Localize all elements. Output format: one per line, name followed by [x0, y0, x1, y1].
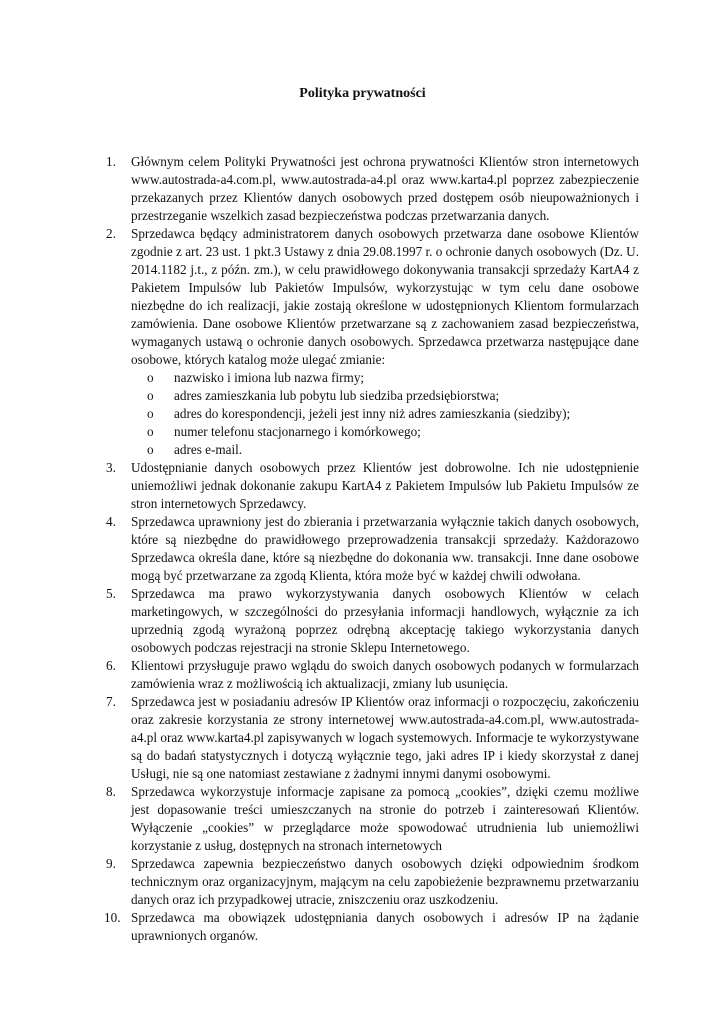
item-number: 8.	[106, 784, 116, 799]
list-item	[106, 693, 639, 783]
item-text: Klientowi przysługuje prawo wglądu do swoich danych osobowych podanych w formularzach zamówienia wraz z możliwością ich aktualizacji, zmiany lub usunięcia.	[131, 658, 639, 691]
list-item	[106, 855, 639, 909]
item-number: 9.	[106, 856, 116, 871]
item-text: Sprzedawca ma obowiązek udostępniania danych osobowych i adresów IP na żądanie uprawnionych organów.	[131, 910, 639, 943]
item-text: Sprzedawca jest w posiadaniu adresów IP Klientów oraz informacji o rozpoczęciu, zakończeniu oraz zakresie korzystania ze strony internetowej www.autostrada-a4.com.pl, www.autostrada-a4.pl oraz www.karta4.pl zapisywanych w logach systemowych. Informacje te wykorzystywane są do badań statystycznych i dotyczą wyłącznie tego, jaki adres IP i kiedy skorzystał z danej Usługi, nie są one natomiast zestawiane z żadnymi innymi danymi osobowymi.	[131, 694, 639, 781]
sub-item-text: numer telefonu stacjonarnego i komórkowego;	[174, 424, 421, 439]
sub-item-text: adres e-mail.	[174, 442, 243, 457]
item-text: Sprzedawca ma prawo wykorzystywania danych osobowych Klientów w celach marketingowych, w szczególności do przesyłania informacji handlowych, wyłącznie za ich uprzednią zgodą wyrażoną poprzez odrębną akceptację takiego wykorzystania danych osobowych podczas rejestracji na stronie Sklepu Internetowego.	[131, 586, 639, 655]
page-title: Polityka prywatności	[299, 86, 426, 101]
sub-list-item	[131, 441, 639, 459]
item-number: 5.	[106, 586, 116, 601]
item-number: 7.	[106, 694, 116, 709]
sub-item-text: adres zamieszkania lub pobytu lub siedziba przedsiębiorstwa;	[174, 388, 500, 403]
item-text: Sprzedawca uprawniony jest do zbierania i przetwarzania wyłącznie takich danych osobowych, które są niezbędne do prawidłowego przeprowadzenia transakcji sprzedaży. Każdorazowo Sprzedawca określa dane, które są niezbędne do dokonania ww. transakcji. Inne dane osobowe mogą być przetwarzane za zgodą Klienta, która może być w każdej chwili odwołana.	[131, 514, 639, 583]
item-text: Sprzedawca zapewnia bezpieczeństwo danych osobowych dzięki odpowiednim środkom technicznym oraz organizacyjnym, mającym na celu zapobieżenie bezprawnemu przetwarzaniu danych oraz ich przypadkowej utracie, zniszczeniu oraz uszkodzeniu.	[131, 856, 639, 907]
list-item	[106, 513, 639, 585]
bullet-icon: o	[147, 424, 154, 439]
sub-list-item	[131, 405, 639, 423]
list-item	[106, 153, 639, 225]
list-item	[106, 657, 639, 693]
item-number: 1.	[106, 154, 116, 169]
item-number: 10.	[104, 910, 121, 925]
list-item	[104, 909, 639, 945]
item-text: Udostępnianie danych osobowych przez Klientów jest dobrowolne. Ich nie udostępnienie uniemożliwi jednak dokonanie zakupu KartA4 z Pakietem Impulsów lub Pakietu Impulsów ze stron internetowych Sprzedawcy.	[131, 460, 639, 511]
bullet-icon: o	[147, 442, 154, 457]
item-text: Sprzedawca będący administratorem danych osobowych przetwarza dane osobowe Klientów zgodnie z art. 23 ust. 1 pkt.3 Ustawy z dnia 29.08.1997 r. o ochronie danych osobowych (Dz. U. 2014.1182 j.t., z późn. zm.), w celu prawidłowego dokonywania transakcji sprzedaży KartA4 z Pakietem Impulsów lub Pakietów Impulsów, wykorzystując w tym celu dane osobowe niezbędne do ich realizacji, jakie zostają określone w udostępnionych Klientom formularzach zamówienia. Dane osobowe Klientów przetwarzane są z zachowaniem zasad bezpieczeństwa, wymaganych ustawą o ochronie danych osobowych. Sprzedawca przetwarza następujące dane osobowe, których katalog może ulegać zmianie:	[131, 226, 639, 367]
item-number: 4.	[106, 514, 116, 529]
sub-list-item	[131, 387, 639, 405]
bullet-icon: o	[147, 406, 154, 421]
list-item	[106, 459, 639, 513]
item-text: Głównym celem Polityki Prywatności jest ochrona prywatności Klientów stron internetowych www.autostrada-a4.com.pl, www.autostrada-a4.pl oraz www.karta4.pl poprzez zabezpieczenie przekazanych przez Klientów danych osobowych przed dostępem osób nieupoważnionych i przestrzeganie wszelkich zasad bezpieczeństwa podczas przetwarzania danych.	[131, 154, 639, 223]
sub-item-text: nazwisko i imiona lub nazwa firmy;	[174, 370, 365, 385]
list-item	[106, 585, 639, 657]
list-item	[106, 783, 639, 855]
bullet-icon: o	[147, 388, 154, 403]
sub-item-text: adres do korespondencji, jeżeli jest inny niż adres zamieszkania (siedziby);	[174, 406, 571, 421]
sub-list	[131, 369, 639, 459]
item-number: 2.	[106, 226, 116, 241]
bullet-icon: o	[147, 370, 154, 385]
list-item	[106, 225, 639, 459]
sub-list-item	[131, 423, 639, 441]
policy-list	[104, 153, 639, 945]
item-number: 3.	[106, 460, 116, 475]
item-number: 6.	[106, 658, 116, 673]
item-text: Sprzedawca wykorzystuje informacje zapisane za pomocą „cookies”, dzięki czemu możliwe jest dopasowanie treści umieszczanych na stronie do potrzeb i zainteresowań Klientów. Wyłączenie „cookies” w przeglądarce może spowodować utrudnienia lub uniemożliwi korzystanie z usług, dostępnych na stronach internetowych	[131, 784, 639, 853]
sub-list-item	[131, 369, 639, 387]
